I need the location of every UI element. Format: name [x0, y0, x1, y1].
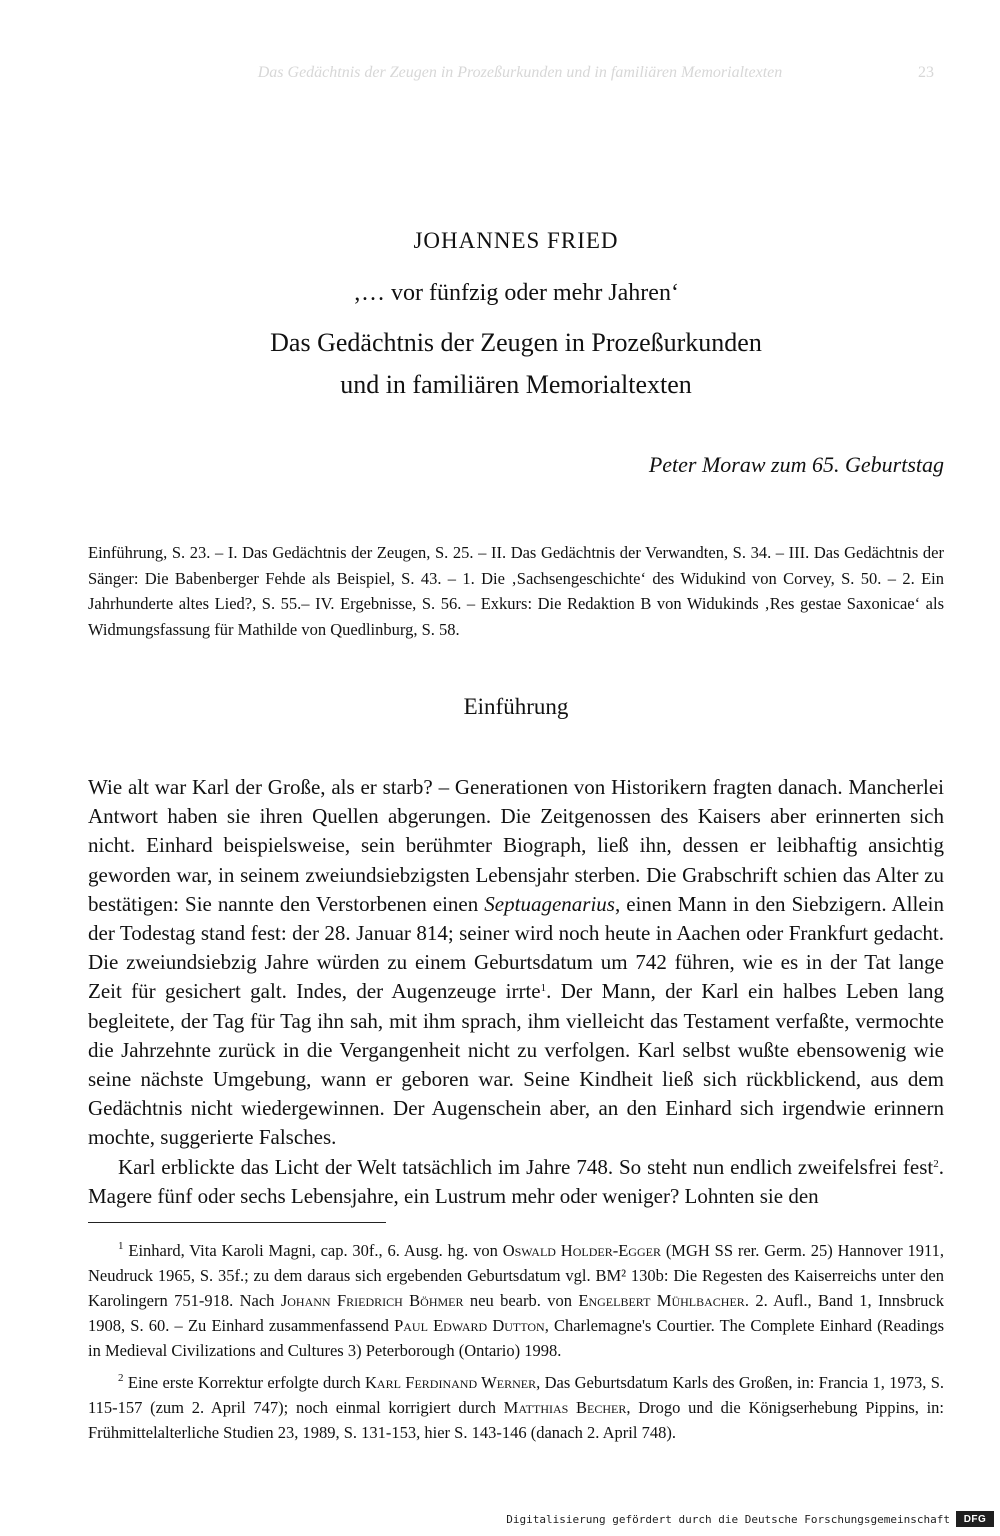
cited-author: Paul Edward Dutton — [394, 1316, 545, 1335]
cited-author: Karl Ferdinand Werner — [365, 1373, 537, 1392]
section-heading: Einführung — [463, 694, 569, 719]
dfg-funding-banner — [506, 1510, 994, 1528]
page-number: 23 — [918, 64, 934, 81]
paragraph-text: . Magere fünf oder sechs Lebensjahre, ein Lustrum mehr oder weniger? Lohnten sie den — [88, 1154, 944, 1208]
running-head: Das Gedächtnis der Zeugen in Prozeßurkunden und in familiären Memorialtexten — [257, 64, 783, 81]
footnote-marker: 1 — [540, 982, 547, 995]
footnote-divider — [88, 1222, 386, 1223]
article-title-line-1: Das Gedächtnis der Zeugen in Prozeßurkunden — [270, 328, 762, 357]
footnote-text: , Drogo und die Königserhebung Pippins, in: Frühmittelalterliche Studien 23, 1989, S. 131-153, hier S. 143-146 (danach 2. April 748). — [88, 1398, 944, 1442]
footnote-marker: 2 — [933, 1157, 939, 1170]
paragraph-text: Karl erblickte das Licht der Welt tatsächlich im Jahre 748. So steht nun endlich zweifelsfrei fest — [118, 1154, 934, 1179]
table-of-contents: Einführung, S. 23. – I. Das Gedächtnis der Zeugen, S. 25. – II. Das Gedächtnis der Verwandten, S. 34. – III. Das Gedächtnis der Sänger: Die Babenberger Fehde als Beispiel, S. 43. – 1. Die ‚Sachsengeschichte‘ des Widukind von Corvey, S. 50. – 2. Ein Jahrhunderte altes Lied?, S. 55.– IV. Ergebnisse, S. 56. – Exkurs: Die Redaktion B von Widukinds ‚Res gestae Saxonicae‘ als Widmungsfassung für Mathilde von Quedlinburg, S. 58. — [88, 543, 944, 639]
author-name: JOHANNES FRIED — [413, 228, 619, 253]
cited-author: Engelbert Mühlbacher — [578, 1291, 745, 1310]
footnote-text: neu bearb. von — [463, 1291, 579, 1310]
italic-term: Septuagenarius — [484, 891, 615, 916]
paragraph-text: , einen Mann in den Siebzigern. Allein der Todestag stand fest: der 28. Januar 814; seiner wird noch heute in Aachen oder Frankfurt gedacht. Die zweiundsiebzig Jahre würden zu einem Geburtsdatum um 742 führen, wie es in der Tat lange Zeit für gesichert galt. Indes, der Augenzeuge irrte — [88, 891, 945, 1004]
dedication: Peter Moraw zum 65. Geburtstag — [648, 452, 944, 477]
body-text — [88, 773, 944, 1211]
footnote-2 — [88, 1370, 944, 1445]
article-quote-title: ‚… vor fünfzig oder mehr Jahren‘ — [353, 280, 679, 306]
footnote-text: , Charlemagne's Courtier. The Complete Einhard (Readings in Medieval Civilizations and Cultures 3) Peterborough (Ontario) 1998. — [88, 1316, 945, 1360]
footnote-number: 2 — [118, 1372, 124, 1384]
footnotes — [88, 1238, 944, 1452]
paragraph-text: . Der Mann, der Karl ein halbes Leben lang begleitete, der Tag für Tag ihn sah, mit ihm sprach, ihm vielleicht das Testament verfaßte, vermochte die Jahrzehnte zurück in die Vergangenheit nicht zu verfolgen. Karl selbst wußte ebensowenig wie seine nächste Umgebung, wann er geboren war. Seine Kindheit ließ sich rückblickend, aus dem Gedächtnis nicht wiedergewinnen. Der Augenschein aber, an den Einhard sich irgendwie erinnern mochte, suggerierte Falsches. — [88, 979, 944, 1150]
cited-author: Oswald Holder-Egger — [502, 1241, 661, 1260]
footnote-text: , Das Geburtsdatum Karls des Großen, in: Francia 1, 1973, S. 115-157 (zum 2. April 747); noch einmal korrigiert durch — [88, 1373, 945, 1417]
footnote-text: Einhard, Vita Karoli Magni, cap. 30f., 6. Ausg. hg. von — [128, 1241, 503, 1260]
cited-author: Matthias Becher — [503, 1398, 627, 1417]
paragraph-1 — [88, 773, 944, 1153]
dfg-logo: DFG — [956, 1511, 994, 1527]
footnote-text: . 2. Aufl., Band 1, Innsbruck 1908, S. 60. – Zu Einhard zusammenfassend — [88, 1291, 945, 1335]
cited-author: Johann Friedrich Böhmer — [280, 1291, 464, 1310]
dfg-funding-text: Digitalisierung gefördert durch die Deutsche Forschungsgemeinschaft — [506, 1512, 950, 1526]
footnote-text: (MGH SS rer. Germ. 25) Hannover 1911, Neudruck 1965, S. 35f.; zu dem daraus sich ergebenden Geburtsdatum vgl. BM² 130b: Die Regesten des Kaiserreichs unter den Karolingern 751-918. Nach — [88, 1241, 945, 1310]
article-title-line-2: und in familiären Memorialtexten — [340, 370, 692, 399]
paragraph-text: Wie alt war Karl der Große, als er starb? – Generationen von Historikern fragten danach. Mancherlei Antwort haben sie ihren Quellen abgerungen. Die Zeitgenossen des Kaisers aber erinnerten sich nicht. Einhard beispielsweise, sein berühmter Biograph, ließ ihn, dessen er leibhaftig ansichtig geworden war, in seinem zweiundsiebzigsten Lebensjahr sterben. Die Grabschrift schien das Alter zu bestätigen: Sie nannte den Verstorbenen einen — [88, 775, 944, 916]
paragraph-2 — [88, 1153, 944, 1211]
footnote-1 — [88, 1238, 944, 1363]
footnote-number: 1 — [118, 1240, 124, 1252]
footnote-text: Eine erste Korrektur erfolgte durch — [127, 1373, 365, 1392]
